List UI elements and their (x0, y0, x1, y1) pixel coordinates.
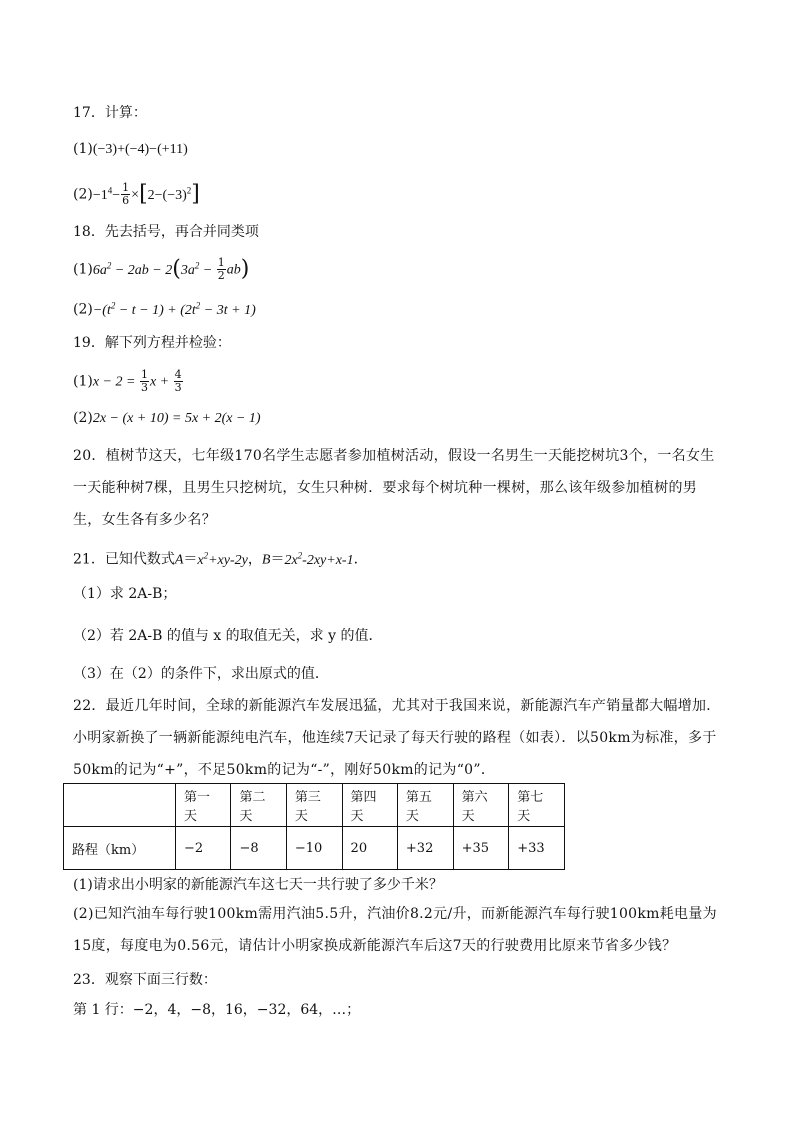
table-cell: −2 (176, 827, 231, 870)
q18-part2: $(2)-(t^2 - t - 1) + (2t^2 - 3t + 1)$ (73, 300, 256, 318)
table-header-cell: 第七天 (509, 784, 565, 827)
table-corner-cell (64, 784, 176, 827)
q22-sub1: (1)请求出小明家的新能源汽车这七天一共行驶了多少千米？ (73, 877, 443, 893)
table-header-cell: 第三天 (286, 784, 342, 827)
table-header-cell: 第五天 (397, 784, 453, 827)
table-cell: −8 (231, 827, 286, 870)
q19-part2: (2)2x − (x + 10) = 5x + 2(x − 1) (73, 410, 261, 426)
mileage-table (63, 783, 565, 870)
q18-part1: $(1)6a^2 - 2ab - 2(3a^2$ − $\frac{1}{2}$ ab) (73, 256, 250, 283)
table-header-cell: 第二天 (231, 784, 286, 827)
q21-sub1: （1）求 2A-B； (73, 586, 177, 602)
table-header-row (64, 784, 565, 827)
q17-part1: (1)(−3)+(−4)−(+11) (73, 141, 188, 157)
table-cell: +33 (509, 827, 565, 870)
q17-title: 17．计算： (73, 105, 147, 121)
q19-title: 19．解下列方程并检验： (73, 335, 231, 351)
table-cell: +35 (453, 827, 509, 870)
q20-text: 20．植树节这天，七年级170名学生志愿者参加植树活动，假设一名男生一天能挖树坑3个，一名女生一天能种树7棵，且男生只挖树坑，女生只种树．要求每个树坑种一棵树，那么该年级参加植树的男生，女生各有多少名？ (73, 448, 715, 528)
table-cell: +32 (397, 827, 453, 870)
q21-sub2: （2）若 2A-B 的值与 x 的取值无关，求 y 的值． (73, 628, 383, 644)
q18-title: 18．先去括号，再合并同类项 (73, 224, 259, 240)
table-cell: 20 (342, 827, 397, 870)
q22-text: 22．最近几年时间，全球的新能源汽车发展迅猛，尤其对于我国来说，新能源汽车产销量都大幅增加．小明家新换了一辆新能源纯电汽车，他连续7天记录了每天行驶的路程（如表）．以50km为标准，多于50km的记为“+”，不足50km的记为“-”，刚好50km的记为“0”． (73, 698, 721, 778)
table-header-cell: 第六天 (453, 784, 509, 827)
q17-part2: $(2)-1^4-$ $\frac{1}{6}$ $\times[2-(-3)^2]$ (73, 181, 200, 208)
table-header-cell: 第一天 (176, 784, 231, 827)
table-row-label: 路程（km） (64, 827, 176, 870)
q23-row1: 第 1 行：−2，4，−8，16，−32，64，…； (73, 1002, 361, 1018)
q22-sub2: (2)已知汽油车每行驶100km需用汽油5.5升，汽油价8.2元/升，而新能源汽车每行驶100km耗电量为15度，每度电为0.56元，请估计小明家换成新能源汽车后这7天的行驶费用比原来节省多少钱？ (73, 906, 717, 954)
table-cell: −10 (286, 827, 342, 870)
q19-part1: (1)x − 2 = $\frac{1}{3}$ x + $\frac{4}{3}$ (73, 368, 182, 394)
table-row (64, 827, 565, 870)
q21-sub3: （3）在（2）的条件下，求出原式的值． (73, 666, 329, 682)
q23-title: 23．观察下面三行数： (73, 972, 217, 988)
table-header-cell: 第四天 (342, 784, 397, 827)
q21-title: 21．已知代数式$A=x^2+xy-2y$，$B=2x^2-2xy+x-1$． (73, 550, 368, 568)
